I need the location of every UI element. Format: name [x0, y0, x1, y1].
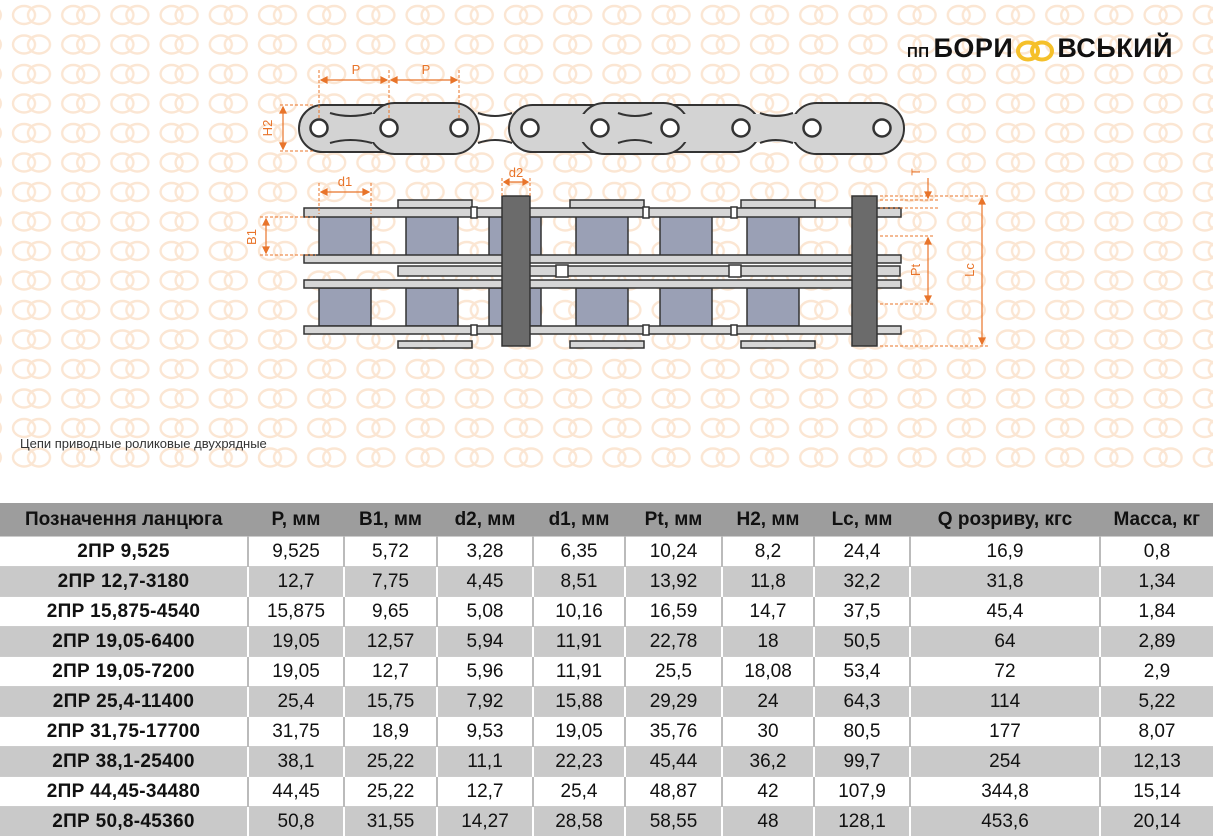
table-row [0, 777, 1213, 807]
dim-label-p1: P [351, 62, 361, 77]
table-cell: 5,96 [437, 657, 533, 687]
table-cell: 45,4 [910, 597, 1100, 627]
table-cell: 19,05 [248, 627, 344, 657]
table-cell: 254 [910, 747, 1100, 777]
table-cell: 37,5 [814, 597, 910, 627]
table-cell: 31,8 [910, 567, 1100, 597]
table-cell-designation: 2ПР 15,875-4540 [0, 597, 248, 627]
diagram-caption: Цепи приводные роликовые двухрядные [20, 436, 267, 451]
table-cell: 22,23 [533, 747, 625, 777]
table-cell: 50,5 [814, 627, 910, 657]
dim-label-b1: B1 [244, 229, 259, 245]
table-cell: 2,89 [1100, 627, 1213, 657]
table-cell: 9,65 [344, 597, 437, 627]
table-cell: 15,75 [344, 687, 437, 717]
table-cell: 7,75 [344, 567, 437, 597]
table-cell: 48 [722, 807, 814, 837]
table-cell: 31,75 [248, 717, 344, 747]
table-cell: 16,59 [625, 597, 722, 627]
table-cell: 25,4 [248, 687, 344, 717]
table-cell: 15,875 [248, 597, 344, 627]
table-cell: 20,14 [1100, 807, 1213, 837]
table-cell: 8,2 [722, 537, 814, 567]
table-cell: 3,28 [437, 537, 533, 567]
dim-label-t: T [909, 168, 923, 176]
table-cell-designation: 2ПР 19,05-7200 [0, 657, 248, 687]
table-cell: 12,57 [344, 627, 437, 657]
table-row [0, 717, 1213, 747]
table-cell: 50,8 [248, 807, 344, 837]
table-cell: 31,55 [344, 807, 437, 837]
table-cell: 99,7 [814, 747, 910, 777]
table-cell: 12,7 [344, 657, 437, 687]
table-row [0, 747, 1213, 777]
table-cell: 1,84 [1100, 597, 1213, 627]
chain-top-view [244, 165, 990, 348]
table-cell: 53,4 [814, 657, 910, 687]
table-cell: 12,7 [248, 567, 344, 597]
table-cell: 9,525 [248, 537, 344, 567]
table-cell: 48,87 [625, 777, 722, 807]
table-header-row [0, 503, 1213, 537]
table-cell: 1,34 [1100, 567, 1213, 597]
table-cell: 128,1 [814, 807, 910, 837]
table-row [0, 627, 1213, 657]
table-cell: 7,92 [437, 687, 533, 717]
dim-label-d2: d2 [508, 165, 524, 180]
table-cell: 5,94 [437, 627, 533, 657]
table-cell: 8,51 [533, 567, 625, 597]
table-cell-designation: 2ПР 19,05-6400 [0, 627, 248, 657]
table-cell: 9,53 [437, 717, 533, 747]
table-cell: 18,9 [344, 717, 437, 747]
col-header-b1: B1, мм [344, 503, 437, 537]
table-cell: 11,91 [533, 627, 625, 657]
table-cell: 11,91 [533, 657, 625, 687]
table-cell-designation: 2ПР 9,525 [0, 537, 248, 567]
dim-label-lc: Lc [962, 263, 977, 277]
table-cell: 5,72 [344, 537, 437, 567]
table-cell: 25,22 [344, 777, 437, 807]
table-cell: 18 [722, 627, 814, 657]
table-cell: 19,05 [248, 657, 344, 687]
table-cell-designation: 2ПР 50,8-45360 [0, 807, 248, 837]
table-cell: 22,78 [625, 627, 722, 657]
table-cell: 344,8 [910, 777, 1100, 807]
dim-label-pt: Pt [908, 263, 923, 277]
table-row [0, 657, 1213, 687]
table-cell: 2,9 [1100, 657, 1213, 687]
table-cell: 14,7 [722, 597, 814, 627]
col-header-d1: d1, мм [533, 503, 625, 537]
table-cell: 42 [722, 777, 814, 807]
table-row [0, 807, 1213, 837]
table-cell: 5,08 [437, 597, 533, 627]
table-cell-designation: 2ПР 31,75-17700 [0, 717, 248, 747]
table-cell: 32,2 [814, 567, 910, 597]
table-row [0, 537, 1213, 567]
table-cell: 25,22 [344, 747, 437, 777]
table-cell: 4,45 [437, 567, 533, 597]
dim-label-p2: P [421, 62, 431, 77]
table-cell: 29,29 [625, 687, 722, 717]
dim-label-h2: H2 [260, 119, 275, 137]
table-cell: 12,13 [1100, 747, 1213, 777]
table-cell: 10,16 [533, 597, 625, 627]
table-cell: 64 [910, 627, 1100, 657]
table-cell: 72 [910, 657, 1100, 687]
table-cell: 64,3 [814, 687, 910, 717]
col-header-designation: Позначення ланцюга [0, 503, 248, 537]
table-cell-designation: 2ПР 12,7-3180 [0, 567, 248, 597]
table-cell: 24 [722, 687, 814, 717]
table-cell-designation: 2ПР 38,1-25400 [0, 747, 248, 777]
chain-spec-table [0, 503, 1213, 836]
table-cell: 24,4 [814, 537, 910, 567]
table-cell: 0,8 [1100, 537, 1213, 567]
col-header-d2: d2, мм [437, 503, 533, 537]
table-cell: 25,4 [533, 777, 625, 807]
table-cell: 44,45 [248, 777, 344, 807]
col-header-h2: H2, мм [722, 503, 814, 537]
table-cell: 453,6 [910, 807, 1100, 837]
col-header-mass: Масса, кг [1100, 503, 1213, 537]
table-cell: 19,05 [533, 717, 625, 747]
dim-label-d1: d1 [337, 174, 353, 189]
table-cell: 15,14 [1100, 777, 1213, 807]
table-cell: 35,76 [625, 717, 722, 747]
table-cell-designation: 2ПР 25,4-11400 [0, 687, 248, 717]
table-cell: 45,44 [625, 747, 722, 777]
table-cell: 30 [722, 717, 814, 747]
table-cell: 13,92 [625, 567, 722, 597]
table-cell: 14,27 [437, 807, 533, 837]
col-header-q: Q розриву, кгс [910, 503, 1100, 537]
table-cell: 10,24 [625, 537, 722, 567]
table-cell: 8,07 [1100, 717, 1213, 747]
table-cell: 177 [910, 717, 1100, 747]
chain-side-view [260, 62, 904, 154]
table-cell: 5,22 [1100, 687, 1213, 717]
table-cell: 15,88 [533, 687, 625, 717]
table-cell-designation: 2ПР 44,45-34480 [0, 777, 248, 807]
table-cell: 11,8 [722, 567, 814, 597]
table-cell: 114 [910, 687, 1100, 717]
brand-prefix: ПП [906, 44, 930, 61]
table-cell: 12,7 [437, 777, 533, 807]
table-row [0, 687, 1213, 717]
table-cell: 36,2 [722, 747, 814, 777]
table-cell: 80,5 [814, 717, 910, 747]
table-row [0, 567, 1213, 597]
table-cell: 28,58 [533, 807, 625, 837]
table-cell: 16,9 [910, 537, 1100, 567]
table-row [0, 597, 1213, 627]
table-cell: 18,08 [722, 657, 814, 687]
brand-name-part1: БОРИ [933, 33, 1014, 63]
table-cell: 38,1 [248, 747, 344, 777]
table-cell: 6,35 [533, 537, 625, 567]
col-header-pt: Pt, мм [625, 503, 722, 537]
col-header-p: P, мм [248, 503, 344, 537]
brand-name-part2: ВСЬКИЙ [1057, 33, 1173, 63]
table-cell: 25,5 [625, 657, 722, 687]
table-cell: 58,55 [625, 807, 722, 837]
col-header-lc: Lc, мм [814, 503, 910, 537]
table-cell: 107,9 [814, 777, 910, 807]
table-cell: 11,1 [437, 747, 533, 777]
table-body [0, 537, 1213, 837]
